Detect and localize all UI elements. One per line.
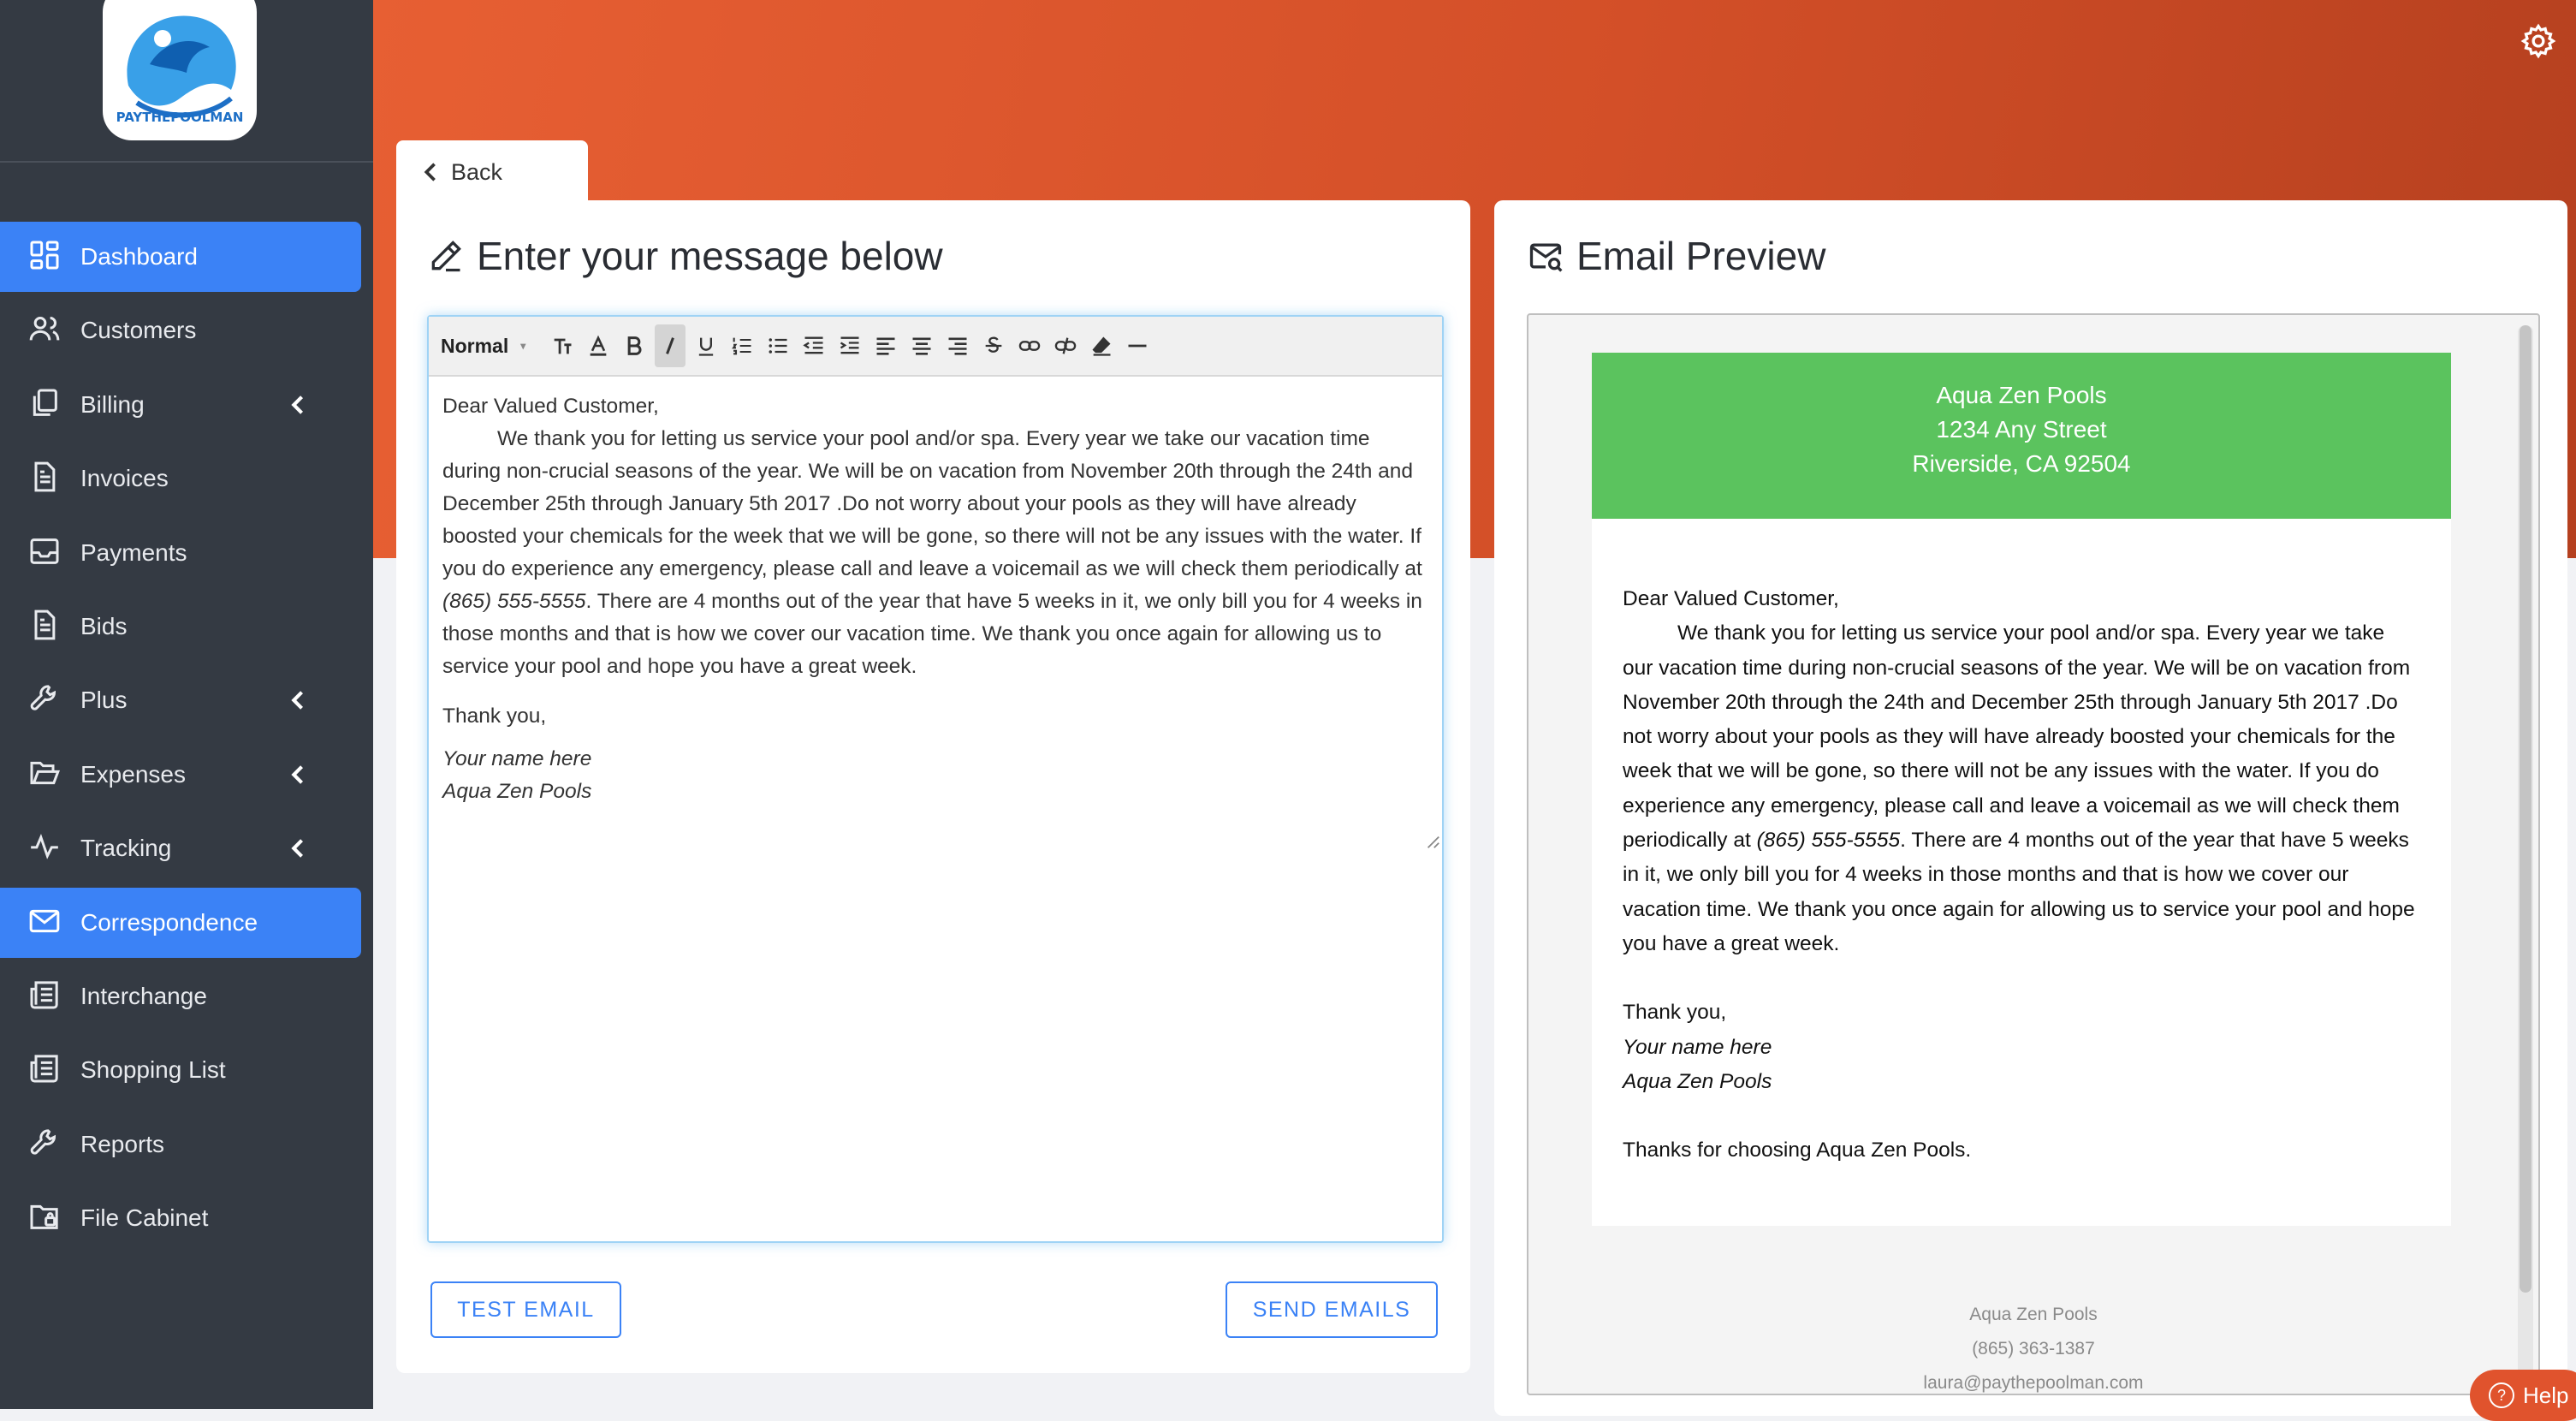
thanks-line: Thanks for choosing Aqua Zen Pools.: [1623, 1139, 1972, 1162]
editor-card-title: [427, 233, 943, 279]
sidebar-nav: [0, 222, 373, 1257]
bold-button[interactable]: [619, 324, 650, 367]
folder-lock-icon: [27, 1199, 65, 1237]
copy-icon: [27, 386, 65, 424]
spacer: [442, 683, 1427, 700]
pencil-icon: [427, 237, 465, 275]
format-select-value: Normal: [441, 334, 509, 357]
indent-icon: [838, 334, 862, 358]
question-icon: ?: [2489, 1382, 2514, 1408]
company-street: 1234 Any Street: [1936, 416, 2107, 443]
email-body: [1592, 519, 2451, 1168]
chevron-left-icon: [288, 689, 306, 711]
strikethrough-button[interactable]: [978, 324, 1009, 367]
back-button[interactable]: [396, 140, 588, 204]
sidebar-item-plus[interactable]: [0, 665, 361, 735]
message-editor[interactable]: [427, 315, 1444, 1243]
svg-text:PAYTHEPOOLMAN: PAYTHEPOOLMAN: [116, 110, 244, 125]
help-button[interactable]: [2470, 1370, 2576, 1421]
italic-button[interactable]: [655, 324, 686, 367]
email-footer: [1528, 1298, 2538, 1395]
paragraph-text: We thank you for letting us service your pool and/or spa. Every year we take our vacation time during non-crucial seasons of the year. We will be on vacation from November 20th through the 24th and December 25th through January 5th 2017 .Do not worry about your pools as they will have already boosted your chemicals for the week that we will be gone, so there will not be any issues with the water. If you do experience any emergency, please call and leave a voicemail as we will check them periodically at: [442, 427, 1422, 580]
app-logo[interactable]: [103, 0, 257, 140]
wrench-icon: [27, 681, 65, 719]
sidebar-item-label: Payments: [80, 538, 187, 566]
test-email-button[interactable]: TEST EMAIL: [430, 1281, 621, 1338]
footer-company: Aqua Zen Pools: [1969, 1305, 2098, 1324]
eraser-icon: [1089, 334, 1113, 358]
sidebar-item-billing[interactable]: [0, 370, 361, 440]
sidebar-item-invoices[interactable]: [0, 443, 361, 514]
preview-scrollbar-thumb[interactable]: [2520, 325, 2531, 1293]
sidebar-item-label: Expenses: [80, 760, 186, 788]
sidebar-item-correspondence[interactable]: [0, 888, 361, 958]
outdent-icon: [802, 334, 826, 358]
sidebar-item-label: Reports: [80, 1130, 165, 1157]
clear-format-button[interactable]: [1086, 324, 1117, 367]
sidebar-item-interchange[interactable]: [0, 961, 361, 1032]
company-city: Riverside, CA 92504: [1912, 450, 2131, 477]
phone-number: (865) 555-5555: [1756, 829, 1901, 853]
signature-name: Your name here: [1623, 1035, 1772, 1059]
chevron-left-icon: [288, 394, 306, 416]
ordered-list-icon: [730, 334, 754, 358]
format-select[interactable]: [441, 335, 542, 358]
chevron-left-icon: [420, 161, 439, 183]
strikethrough-icon: [982, 334, 1006, 358]
sidebar-item-shopping-list[interactable]: [0, 1035, 361, 1105]
spacer: [1623, 961, 2420, 996]
chevron-left-icon: [288, 837, 306, 859]
paragraph-text: We thank you for letting us service your pool and/or spa. Every year we take our vacation time during non-crucial seasons of the year. We will be on vacation from November 20th through the 24th and December 25th through January 5th 2017 .Do not worry about your pools as they will have already boosted your chemicals for the week that we will be gone, so there will not be any issues with the water. If you do experience any emergency, please call and leave a voicemail as we will check them periodically at: [1623, 621, 2411, 853]
mail-icon: [27, 904, 65, 942]
dashboard-icon: [27, 238, 65, 276]
sidebar-item-label: Customers: [80, 317, 197, 344]
file-text-icon: [27, 460, 65, 497]
newspaper-icon: [27, 1051, 65, 1089]
email-header: [1592, 353, 2451, 519]
bullet-list-icon: [766, 334, 790, 358]
sidebar-item-label: Bids: [80, 612, 128, 639]
align-center-button[interactable]: [906, 324, 937, 367]
indent-button[interactable]: [834, 324, 865, 367]
text-color-icon: [586, 334, 610, 358]
closing-line: Thank you,: [442, 705, 547, 728]
unlink-button[interactable]: [1050, 324, 1081, 367]
folder-open-icon: [27, 756, 65, 794]
sidebar-item-reports[interactable]: [0, 1109, 361, 1180]
sidebar-item-customers[interactable]: [0, 295, 361, 366]
file-text-icon: [27, 608, 65, 645]
sidebar-item-label: Dashboard: [80, 243, 198, 270]
newspaper-icon: [27, 978, 65, 1015]
sidebar: [0, 0, 373, 1409]
sidebar-item-dashboard[interactable]: [0, 222, 361, 292]
back-label: Back: [451, 158, 503, 185]
editor-title-text: Enter your message below: [477, 234, 943, 278]
mail-search-icon: [1527, 237, 1564, 275]
horizontal-rule-button[interactable]: [1122, 324, 1153, 367]
phone-number: (865) 555-5555: [442, 590, 586, 613]
unlink-icon: [1054, 334, 1077, 358]
underline-icon: [694, 334, 718, 358]
sidebar-item-label: Invoices: [80, 465, 169, 492]
sidebar-item-label: Plus: [80, 687, 128, 714]
font-color-button[interactable]: [583, 324, 614, 367]
sidebar-item-bids[interactable]: [0, 592, 361, 662]
signature-company: Aqua Zen Pools: [442, 780, 592, 803]
chevron-left-icon: [288, 764, 306, 786]
outdent-button[interactable]: [798, 324, 829, 367]
sidebar-divider: [0, 161, 373, 163]
align-right-icon: [946, 334, 970, 358]
horizontal-rule-icon: [1125, 334, 1149, 358]
company-name: Aqua Zen Pools: [1936, 382, 2107, 408]
help-label: Help: [2523, 1382, 2569, 1408]
signature-company: Aqua Zen Pools: [1623, 1069, 1772, 1093]
send-emails-button[interactable]: SEND EMAILS: [1226, 1281, 1438, 1338]
sidebar-item-label: Interchange: [80, 982, 207, 1009]
sidebar-item-payments[interactable]: [0, 518, 361, 588]
email-preview-frame[interactable]: [1527, 313, 2540, 1395]
align-center-icon: [910, 334, 934, 358]
signature-name: Your name here: [442, 747, 592, 770]
sidebar-item-label: File Cabinet: [80, 1204, 209, 1232]
activity-icon: [27, 829, 65, 867]
underline-button[interactable]: [691, 324, 721, 367]
link-button[interactable]: [1014, 324, 1045, 367]
footer-phone: (865) 363-1387: [1972, 1339, 2095, 1359]
italic-icon: [658, 334, 682, 358]
resize-handle-icon[interactable]: [1425, 834, 1440, 849]
align-left-icon: [874, 334, 898, 358]
sidebar-item-label: Billing: [80, 390, 145, 418]
editor-toolbar: [429, 317, 1442, 377]
inbox-icon: [27, 534, 65, 572]
greeting-line: Dear Valued Customer,: [442, 395, 659, 418]
message-paragraph: [1623, 616, 2420, 961]
paragraph-text: . There are 4 months out of the year that have 5 weeks in it, we only bill you for 4 weeks in those months and that is how we cover our vacation time. We thank you once again for allowing us to service your pool and hope you have a great week.: [1623, 829, 2415, 955]
paragraph-text: . There are 4 months out of the year that have 5 weeks in it, we only bill you for 4 weeks in those months and that is how we cover our vacation time. We thank you once again for allowing us to service your pool and hope you have a great week.: [442, 590, 1422, 678]
font-size-button[interactable]: [547, 324, 578, 367]
closing-line: Thank you,: [1623, 1001, 1727, 1025]
footer-email: laura@paythepoolman.com: [1923, 1373, 2144, 1393]
sidebar-item-label: Tracking: [80, 835, 172, 862]
link-icon: [1018, 334, 1042, 358]
message-paragraph: [442, 423, 1427, 683]
sidebar-item-label: Shopping List: [80, 1056, 226, 1084]
sidebar-item-tracking[interactable]: [0, 813, 361, 883]
bold-icon: [622, 334, 646, 358]
ordered-list-button[interactable]: [727, 324, 757, 367]
wrench-icon: [27, 1126, 65, 1163]
bullet-list-button[interactable]: [763, 324, 793, 367]
preview-card-title: [1527, 233, 1825, 279]
preview-title-text: Email Preview: [1576, 234, 1826, 278]
users-icon: [27, 312, 65, 349]
sidebar-item-file-cabinet[interactable]: [0, 1183, 361, 1253]
align-left-button[interactable]: [870, 324, 901, 367]
sidebar-item-label: Correspondence: [80, 908, 258, 936]
text-size-icon: [550, 334, 574, 358]
spacer: [1623, 1099, 2420, 1133]
align-right-button[interactable]: [942, 324, 973, 367]
greeting-line: Dear Valued Customer,: [1623, 587, 1839, 610]
email-card: [1592, 353, 2451, 1226]
gear-icon[interactable]: [2520, 22, 2557, 60]
sidebar-item-expenses[interactable]: [0, 740, 361, 810]
chevron-down-icon: ▾: [520, 340, 526, 352]
editor-content[interactable]: [442, 390, 1427, 808]
